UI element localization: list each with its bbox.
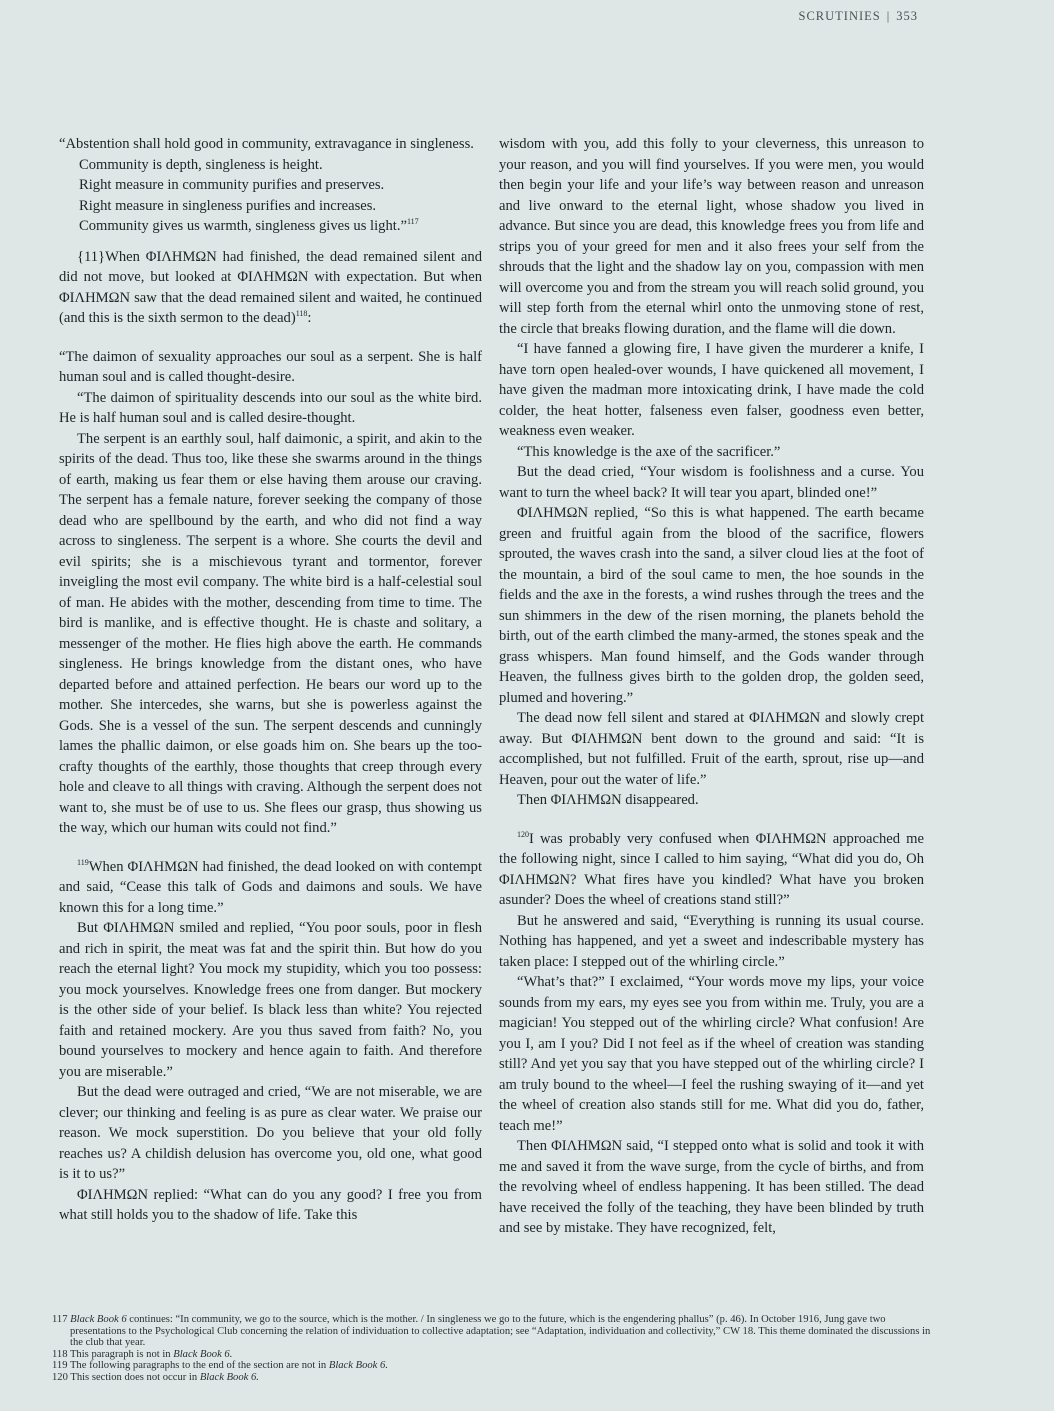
right-column	[499, 134, 924, 1239]
paragraph: But ΦΙΛΗΜΩΝ smiled and replied, “You poor souls, poor in flesh and rich in spirit, the meat was fat and the spirit thin. But how do you reach the eternal light? You mock my stupidity, which you too possess: you mock yourselves. Knowledge frees one from danger. But mockery is the other side of your belief. Is black less than white? You rejected faith and retained mockery. Are you thus saved from faith? No, you bound yourselves to mockery and hence again to faith. And therefore you are miserable.”	[59, 920, 482, 1080]
paragraph: But he answered and said, “Everything is running its usual course. Nothing has happened, and yet a sweet and indescribable mystery has taken place: I stepped out of the whirling circle.”	[499, 912, 924, 970]
paragraph: But the dead cried, “Your wisdom is foolishness and a curse. You want to turn the wheel back? It will tear you apart, blinded one!”	[499, 464, 924, 501]
footnote-ref: 118	[295, 309, 308, 319]
footnote-ref: 117	[406, 217, 419, 227]
footnote-ref: 119	[77, 857, 89, 867]
page-number: 353	[896, 9, 918, 23]
paragraph: ΦΙΛΗΜΩΝ replied: “What can do you any good? I free you from what still holds you to the shadow of life. Take this	[59, 1186, 482, 1223]
footnote-ref: 120	[517, 829, 529, 839]
verse-line	[79, 216, 482, 237]
footnotes	[52, 1314, 932, 1383]
header-separator: |	[886, 9, 891, 23]
paragraph: $^{119}$When ΦΙΛΗΜΩΝ had finished, the dead looked on with contempt and said, “Cease this talk of Gods and daimons and souls. We have known this for a long time.”	[59, 857, 482, 916]
paragraph: “What’s that?” I exclaimed, “Your words move my lips, your voice sounds from my ears, my eyes see you from within me. Truly, you are a magician! You stepped out of the whirling circle? What confusion! Are you I, am I you? Did I not feel as if the wheel of creation was standing still? And yet you say that you have stepped out of the whirling circle? I am truly bound to the wheel—I feel the rushing swaying of it—and yet the wheel of creation also stands still for me. What did you do, father, teach me!”	[499, 974, 924, 1134]
running-title: SCRUTINIES	[798, 9, 881, 23]
paragraph: “Abstention shall hold good in community, extravagance in singleness.	[59, 136, 474, 152]
verse-block	[59, 155, 482, 237]
paragraph: The serpent is an earthly soul, half daimonic, a spirit, and akin to the spirits of the dead. Thus too, like these she swarms around in the things of earth, making us fear them or else having them arouse our craving. The serpent has a female nature, forever seeking the company of those dead who are spellbound by the earth, and who did not find a way across to singleness. The serpent is a whore. She courts the devil and evil spirits; she is a mischievous tyrant and tormentor, forever inveigling the most evil company. The white bird is a half-celestial soul of man. He abides with the mother, descending from time to time. The bird is manlike, and is effective thought. He is chaste and solitary, a messenger of the mother. He flies high above the earth. He commands singleness. He brings knowledge from the distant ones, who have departed before and attained perfection. He bears our word up to the mother. She intercedes, she warns, but she is powerless against the Gods. She is a vessel of the sun. The serpent descends and cunningly lames the phallic daimon, or else goads him on. She bears up the too-crafty thoughts of the earthly, those thoughts that creep through every hole and cleave to all things with craving. Although the serpent does not want to, she must be of use to us. She flees our grasp, thus showing us the way, which our human wits could not find.”	[59, 430, 482, 836]
paragraph: “This knowledge is the axe of the sacrificer.”	[517, 443, 781, 460]
paragraph: wisdom with you, add this folly to your cleverness, this unreason to your reason, and you will find yourselves. If you were men, you would then begin your life and your life’s way between reason and unreason and live onward to the eternal light, whose shadow you lived in advance. But since you are dead, this knowledge frees you from life and strips you of your greed for men and it also frees your self from the shrouds that the light and the shadow lay on you, compassion with men will overcome you and from the stream you will reach solid ground, you will step forth from the eternal whirl onto the unmoving stone of rest, the circle that breaks flowing duration, and the flame will die down.	[499, 136, 924, 337]
paragraph: “The daimon of spirituality descends into our soul as the white bird. He is half human soul and is called desire-thought.	[59, 389, 482, 426]
paragraph: The dead now fell silent and stared at ΦΙΛΗΜΩΝ and slowly crept away. But ΦΙΛΗΜΩΝ bent down to the ground and said: “It is accomplished, but not fulfilled. Fruit of the earth, sprout, rise up—and Heaven, pour out the water of life.”	[499, 710, 924, 788]
footnote-118: 118 This paragraph is not in Black Book 6.	[52, 1348, 233, 1360]
paragraph: $^{120}$I was probably very confused when ΦΙΛΗΜΩΝ approached me the following night, since I called to him saying, “What did you do, Oh ΦΙΛΗΜΩΝ? What fires have you kindled? What have you broken asunder? Does the wheel of creations stand still?”	[499, 829, 924, 908]
verse-line: Right measure in singleness purifies and increases.	[79, 197, 377, 214]
paragraph: {11}When ΦΙΛΗΜΩΝ had finished, the dead remained silent and did not move, but looked at ΦΙΛΗΜΩΝ with expectation. But when ΦΙΛΗΜΩΝ saw that the dead remained silent and waited, he continued (and this is the sixth sermon to the dead)$^{118}$:	[59, 248, 482, 326]
verse-line: Community is depth, singleness is height.	[79, 156, 323, 173]
footnote-117: 117 Black Book 6 continues: “In community, we go to the source, which is the mother. / In singleness we go to the future, which is the engendering phallus” (p. 46). In October 1916, Jung gave two presentations to the Psychological Club concerning the relation of individuation to collective adaptation; see “Adaptation, individuation and collectivity,” CW 18. This theme dominated the discussions in the club that year.	[52, 1314, 931, 1348]
verse-line: Right measure in community purifies and preserves.	[79, 177, 385, 193]
section-mark: {11}	[77, 248, 106, 265]
left-column	[59, 134, 482, 1226]
running-header	[799, 9, 919, 24]
paragraph: Then ΦΙΛΗΜΩΝ disappeared.	[517, 792, 699, 808]
paragraph: ΦΙΛΗΜΩΝ replied, “So this is what happened. The earth became green and fruitful again from the blood of the sacrifice, flowers sprouted, the waves crash into the sand, a silver cloud lies at the foot of the mountain, a bird of the soul came to men, the hoe sounds in the fields and the axe in the forests, a wind rushes through the trees and the sun shimmers in the dew of the risen morning, the planets behold the birth, out of the earth climbed the many-armed, the stones speak and the grass whispers. Man found himself, and the Gods wander through Heaven, the fullness gives birth to the golden drop, the golden seed, plumed and hovering.”	[499, 505, 924, 706]
paragraph: “I have fanned a glowing fire, I have given the murderer a knife, I have torn open healed-over wounds, I have quickened all movement, I have given the madman more intoxicating drink, I have made the cold colder, the heat hotter, falseness even falser, goodness even better, weakness even weaker.	[499, 341, 924, 439]
paragraph: But the dead were outraged and cried, “We are not miserable, we are clever; our thinking and feeling is as pure as clear water. We praise our reason. We mock superstition. Do you believe that your old folly reaches us? A childish delusion has overcome you, old one, what good is it to us?”	[59, 1084, 482, 1182]
footnote-119: 119 The following paragraphs to the end of the section are not in Black Book 6.	[52, 1360, 388, 1371]
footnote-120: 120 This section does not occur in Black Book 6.	[52, 1371, 259, 1383]
paragraph: “The daimon of sexuality approaches our soul as a serpent. She is half human soul and is called thought-desire.	[59, 348, 482, 385]
verse-text: Community gives us warmth, singleness gives us light.”	[79, 218, 407, 234]
paragraph: Then ΦΙΛΗΜΩΝ said, “I stepped onto what is solid and took it with me and saved it from the wave surge, from the cycle of births, and from the revolving wheel of endless happening. It has been stilled. The dead have received the folly of the teaching, they have been blinded by truth and see by mistake. They have recognized, felt,	[499, 1138, 924, 1236]
